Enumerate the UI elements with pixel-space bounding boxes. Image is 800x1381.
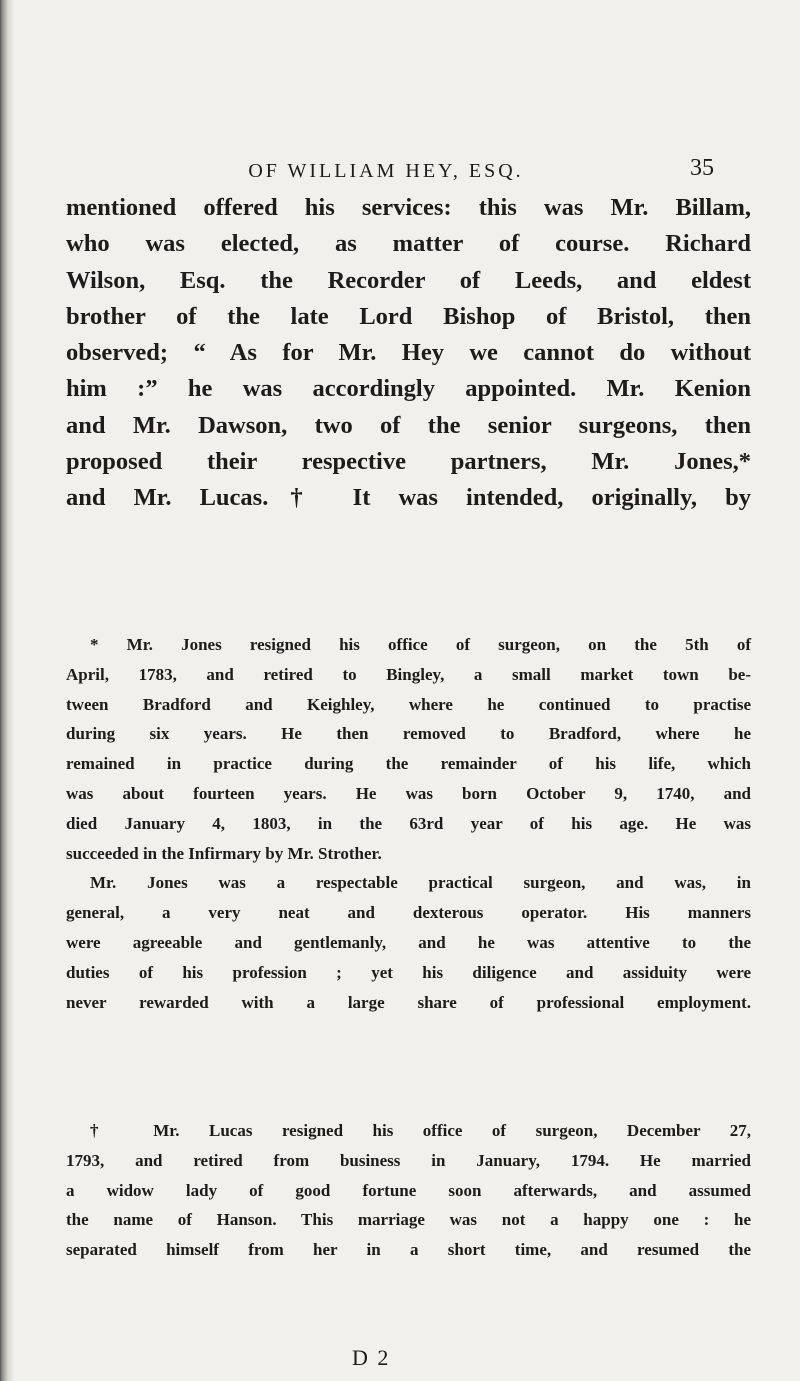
footnote-line: † Mr. Lucas resigned his office of surgeon, December 27, [90,1121,751,1140]
footnote-line: was about fourteen years. He was born October 9, 1740, and [66,783,751,803]
footnote-line: remained in practice during the remainder of his life, which [66,754,751,774]
main-text [66,190,751,517]
footnote-line: a widow lady of good fortune soon afterwards, and assumed [66,1180,751,1200]
footnote-line: * Mr. Jones resigned his office of surgeon, on the 5th of [90,635,751,654]
body-line: observed; “ As for Mr. Hey we cannot do without [66,339,751,367]
footnote-line: died January 4, 1803, in the 63rd year of his age. He was [66,813,751,833]
footnote-line: never rewarded with a large share of professional employment. [66,992,751,1012]
footnote-lucas [66,1116,751,1265]
body-line: brother of the late Lord Bishop of Bristol, then [66,302,751,330]
footnote-line: Mr. Jones was a respectable practical surgeon, and was, in [90,873,751,893]
footnote-line: the name of Hanson. This marriage was not a happy one : he [66,1210,751,1230]
footnote-line: April, 1783, and retired to Bingley, a small market town be- [66,664,751,684]
footnote-line: duties of his profession ; yet his diligence and assiduity were [66,962,751,982]
footnote-line: during six years. He then removed to Bradford, where he [66,724,751,744]
body-line: and Mr. Lucas.† It was intended, originally, by [66,484,751,512]
footnote-line: separated himself from her in a short time, and resumed the [66,1240,751,1260]
body-line: and Mr. Dawson, two of the senior surgeons, then [66,411,751,439]
body-line: him :” he was accordingly appointed. Mr. Kenion [66,375,751,403]
signature-mark: D 2 [352,1345,391,1370]
footnote-line: tween Bradford and Keighley, where he continued to practise [66,694,751,714]
footnote-line: general, a very neat and dexterous operator. His manners [66,903,751,923]
body-line: proposed their respective partners, Mr. Jones,* [66,448,751,476]
footnote-line: succeeded in the Infirmary by Mr. Strother. [66,843,382,863]
footnote-jones [66,630,751,1017]
body-line: Wilson, Esq. the Recorder of Leeds, and eldest [66,266,751,294]
page-number: 35 [690,155,714,181]
footnote-line: 1793, and retired from business in January, 1794. He married [66,1150,751,1170]
running-head: OF WILLIAM HEY, ESQ. [248,160,524,182]
body-line: who was elected, as matter of course. Richard [66,230,751,258]
body-line: mentioned offered his services: this was Mr. Billam, [66,194,751,221]
footnote-line: were agreeable and gentlemanly, and he was attentive to the [66,932,751,952]
